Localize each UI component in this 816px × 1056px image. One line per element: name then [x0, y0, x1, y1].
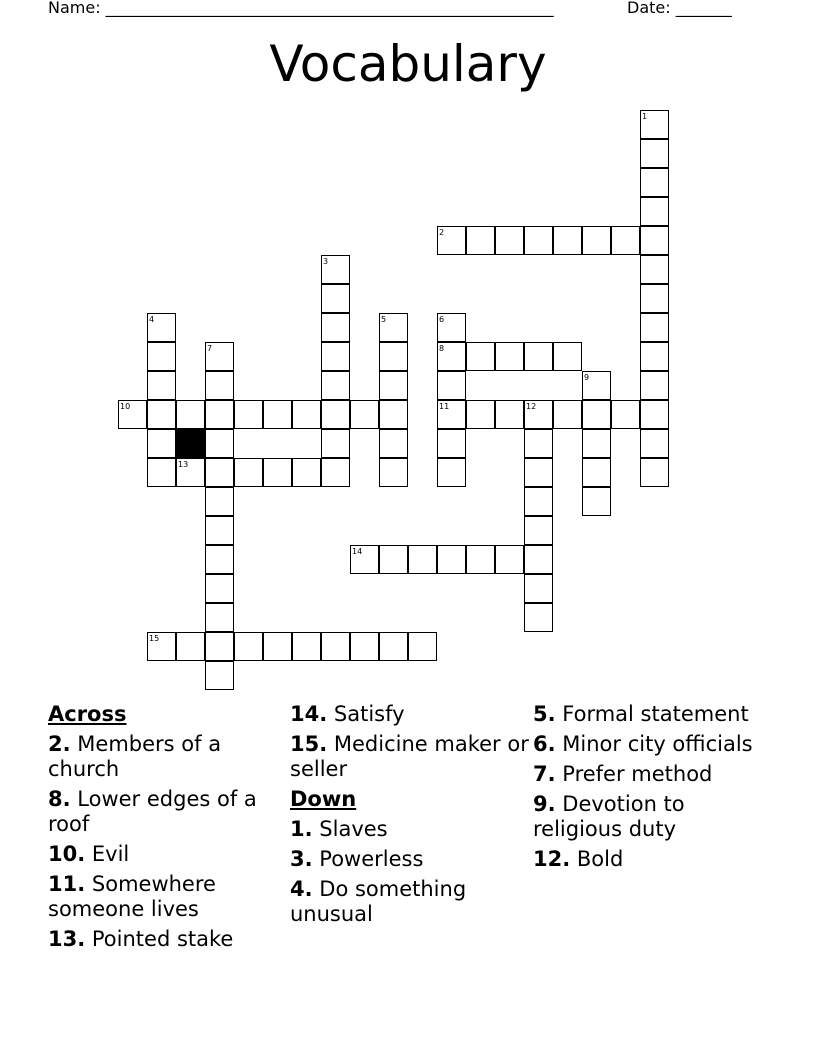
grid-cell[interactable] [640, 400, 669, 429]
grid-cell[interactable] [640, 168, 669, 197]
grid-cell[interactable] [205, 516, 234, 545]
grid-cell[interactable] [524, 545, 553, 574]
grid-cell[interactable] [408, 632, 437, 661]
grid-cell[interactable] [495, 400, 524, 429]
name-field-label: Name: ________________________________________________________ [48, 0, 554, 17]
grid-cell[interactable] [176, 632, 205, 661]
grid-cell[interactable] [234, 632, 263, 661]
grid-cell[interactable] [640, 226, 669, 255]
grid-cell[interactable] [147, 371, 176, 400]
grid-cell[interactable] [147, 429, 176, 458]
grid-cell[interactable] [379, 400, 408, 429]
grid-cell[interactable] [524, 487, 553, 516]
grid-cell[interactable] [437, 371, 466, 400]
clue-across-13: 13. Pointed stake [48, 927, 234, 951]
grid-clue-number: 1 [642, 112, 648, 121]
grid-clue-number: 14 [352, 547, 363, 556]
date-field-label: Date: _______ [627, 0, 732, 17]
grid-cell[interactable] [321, 342, 350, 371]
clue-down-5: 5. Formal statement [533, 702, 749, 726]
grid-cell[interactable] [321, 284, 350, 313]
grid-clue-number: 2 [439, 228, 445, 237]
grid-cell-shaded [176, 429, 205, 458]
grid-clue-number: 12 [526, 402, 537, 411]
grid-cell[interactable] [321, 371, 350, 400]
grid-cell[interactable] [263, 458, 292, 487]
clue-column-1 [48, 702, 288, 957]
grid-cell[interactable] [495, 545, 524, 574]
grid-clue-number: 11 [439, 402, 450, 411]
grid-cell[interactable] [553, 226, 582, 255]
clue-across-8: 8. Lower edges of a roof [48, 787, 257, 836]
grid-cell[interactable] [234, 458, 263, 487]
grid-cell[interactable] [205, 400, 234, 429]
grid-cell[interactable] [408, 545, 437, 574]
grid-cell[interactable] [321, 313, 350, 342]
grid-cell[interactable] [524, 516, 553, 545]
grid-cell[interactable] [205, 661, 234, 690]
grid-cell[interactable] [379, 458, 408, 487]
grid-cell[interactable] [147, 458, 176, 487]
grid-cell[interactable] [437, 429, 466, 458]
grid-cell[interactable] [640, 429, 669, 458]
clue-down-3: 3. Powerless [290, 847, 424, 871]
grid-cell[interactable] [205, 574, 234, 603]
grid-cell[interactable] [292, 632, 321, 661]
grid-cell[interactable] [611, 400, 640, 429]
grid-cell[interactable] [292, 400, 321, 429]
grid-cell[interactable] [495, 226, 524, 255]
grid-cell[interactable] [379, 429, 408, 458]
grid-cell[interactable] [640, 255, 669, 284]
grid-cell[interactable] [263, 400, 292, 429]
clue-down-6: 6. Minor city officials [533, 732, 753, 756]
grid-cell[interactable] [466, 342, 495, 371]
down-heading: Down [290, 787, 357, 811]
grid-cell[interactable] [495, 342, 524, 371]
grid-clue-number: 5 [381, 315, 387, 324]
clue-across-15: 15. Medicine maker or seller [290, 732, 529, 781]
grid-cell[interactable] [205, 545, 234, 574]
grid-cell[interactable] [640, 139, 669, 168]
grid-cell[interactable] [640, 342, 669, 371]
grid-cell[interactable] [205, 487, 234, 516]
grid-clue-number: 13 [178, 460, 189, 469]
grid-cell[interactable] [263, 632, 292, 661]
clue-column-3 [533, 702, 773, 877]
grid-cell[interactable] [640, 313, 669, 342]
clue-down-1: 1. Slaves [290, 817, 388, 841]
grid-cell[interactable] [640, 197, 669, 226]
grid-cell[interactable] [147, 342, 176, 371]
grid-cell[interactable] [147, 400, 176, 429]
grid-cell[interactable] [292, 458, 321, 487]
clue-across-11: 11. Somewhere someone lives [48, 872, 216, 921]
grid-cell[interactable] [466, 545, 495, 574]
grid-cell[interactable] [611, 226, 640, 255]
grid-cell[interactable] [640, 458, 669, 487]
clue-down-7: 7. Prefer method [533, 762, 713, 786]
clue-across-10: 10. Evil [48, 842, 130, 866]
grid-clue-number: 10 [120, 402, 131, 411]
grid-cell[interactable] [640, 371, 669, 400]
grid-cell[interactable] [205, 632, 234, 661]
grid-cell[interactable] [553, 400, 582, 429]
clue-down-4: 4. Do something unusual [290, 877, 467, 926]
grid-cell[interactable] [524, 226, 553, 255]
clue-across-14: 14. Satisfy [290, 702, 405, 726]
grid-cell[interactable] [524, 429, 553, 458]
grid-cell[interactable] [524, 342, 553, 371]
grid-cell[interactable] [205, 371, 234, 400]
grid-cell[interactable] [350, 400, 379, 429]
grid-cell[interactable] [321, 400, 350, 429]
grid-cell[interactable] [524, 458, 553, 487]
grid-cell[interactable] [437, 458, 466, 487]
clue-down-9: 9. Devotion to religious duty [533, 792, 685, 841]
grid-cell[interactable] [437, 545, 466, 574]
grid-cell[interactable] [321, 458, 350, 487]
grid-cell[interactable] [379, 632, 408, 661]
page-title: Vocabulary [269, 35, 547, 93]
grid-cell[interactable] [321, 632, 350, 661]
grid-clue-number: 15 [149, 634, 160, 643]
grid-cell[interactable] [379, 342, 408, 371]
grid-clue-number: 6 [439, 315, 445, 324]
grid-cell[interactable] [205, 603, 234, 632]
grid-cell[interactable] [524, 603, 553, 632]
grid-cell[interactable] [234, 400, 263, 429]
grid-cell[interactable] [582, 458, 611, 487]
grid-cell[interactable] [379, 371, 408, 400]
grid-cell[interactable] [582, 487, 611, 516]
grid-cell[interactable] [553, 342, 582, 371]
grid-clue-number: 8 [439, 344, 445, 353]
clue-column-2 [290, 702, 530, 932]
grid-cell[interactable] [321, 429, 350, 458]
grid-cell[interactable] [176, 400, 205, 429]
grid-cell[interactable] [582, 400, 611, 429]
clue-down-12: 12. Bold [533, 847, 624, 871]
grid-clue-number: 9 [584, 373, 590, 382]
grid-cell[interactable] [466, 400, 495, 429]
grid-cell[interactable] [582, 429, 611, 458]
grid-clue-number: 4 [149, 315, 155, 324]
grid-cell[interactable] [205, 458, 234, 487]
clue-across-2: 2. Members of a church [48, 732, 222, 781]
grid-cell[interactable] [205, 429, 234, 458]
grid-clue-number: 3 [323, 257, 329, 266]
grid-cell[interactable] [524, 574, 553, 603]
grid-cell[interactable] [379, 545, 408, 574]
grid-cell[interactable] [466, 226, 495, 255]
across-heading: Across [48, 702, 127, 726]
grid-cell[interactable] [582, 226, 611, 255]
grid-cell[interactable] [640, 284, 669, 313]
grid-clue-number: 7 [207, 344, 213, 353]
grid-cell[interactable] [350, 632, 379, 661]
